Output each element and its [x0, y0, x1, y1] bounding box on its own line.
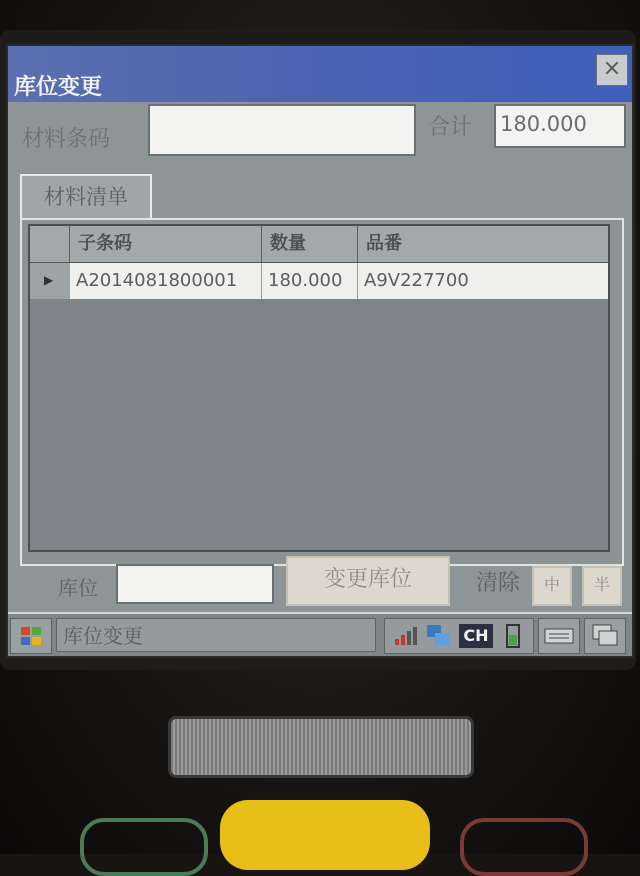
row-selector[interactable] [30, 263, 70, 299]
ime-half-button[interactable]: 半 [582, 566, 622, 606]
taskbar-active-window[interactable]: 库位变更 [56, 618, 376, 652]
keyboard-button[interactable] [538, 618, 580, 654]
signal-icon [393, 625, 419, 647]
close-button[interactable]: × [596, 54, 628, 86]
tab-strip [20, 174, 620, 220]
location-label: 库位 [58, 576, 98, 600]
cell-qty[interactable]: 180.000 [262, 263, 358, 299]
keyboard-icon [539, 619, 579, 653]
row-pointer-icon: ▶ [44, 273, 54, 287]
windows-logo-icon [11, 619, 51, 653]
windows-switch-icon [585, 619, 625, 653]
row-header-corner [30, 226, 70, 262]
device-speaker-grille [168, 716, 474, 778]
switch-window-button[interactable] [584, 618, 626, 654]
barcode-label: 材料条码 [22, 127, 111, 152]
tab-material-list[interactable]: 材料清单 [20, 174, 152, 220]
hardware-scan-key [220, 800, 430, 870]
battery-icon [499, 623, 527, 649]
column-header-qty[interactable]: 数量 [262, 226, 358, 262]
start-button[interactable] [10, 618, 52, 654]
ime-zh-button[interactable]: 中 [532, 566, 572, 606]
material-grid[interactable] [28, 224, 610, 552]
taskbar [8, 612, 632, 658]
clear-button[interactable]: 清除 [476, 571, 521, 596]
column-header-barcode[interactable]: 子条码 [70, 226, 262, 262]
ime-indicator[interactable]: CH [459, 624, 493, 648]
total-label: 合计 [428, 115, 473, 140]
table-row[interactable] [70, 263, 608, 299]
system-tray [384, 618, 534, 654]
total-field: 180.000 [494, 104, 626, 148]
cell-part[interactable]: A9V227700 [364, 270, 469, 291]
network-icon [425, 623, 453, 649]
title-bar [8, 46, 632, 102]
window-title: 库位变更 [14, 75, 103, 100]
change-location-button[interactable]: 变更库位 [286, 556, 450, 606]
hardware-red-key [460, 818, 588, 876]
column-header-part[interactable]: 品番 [366, 233, 402, 254]
barcode-input[interactable] [148, 104, 416, 156]
location-input[interactable] [116, 564, 274, 604]
cell-barcode[interactable]: A2014081800001 [70, 263, 262, 299]
screen [6, 44, 634, 658]
grid-header [30, 226, 608, 263]
hardware-green-key [80, 818, 208, 876]
